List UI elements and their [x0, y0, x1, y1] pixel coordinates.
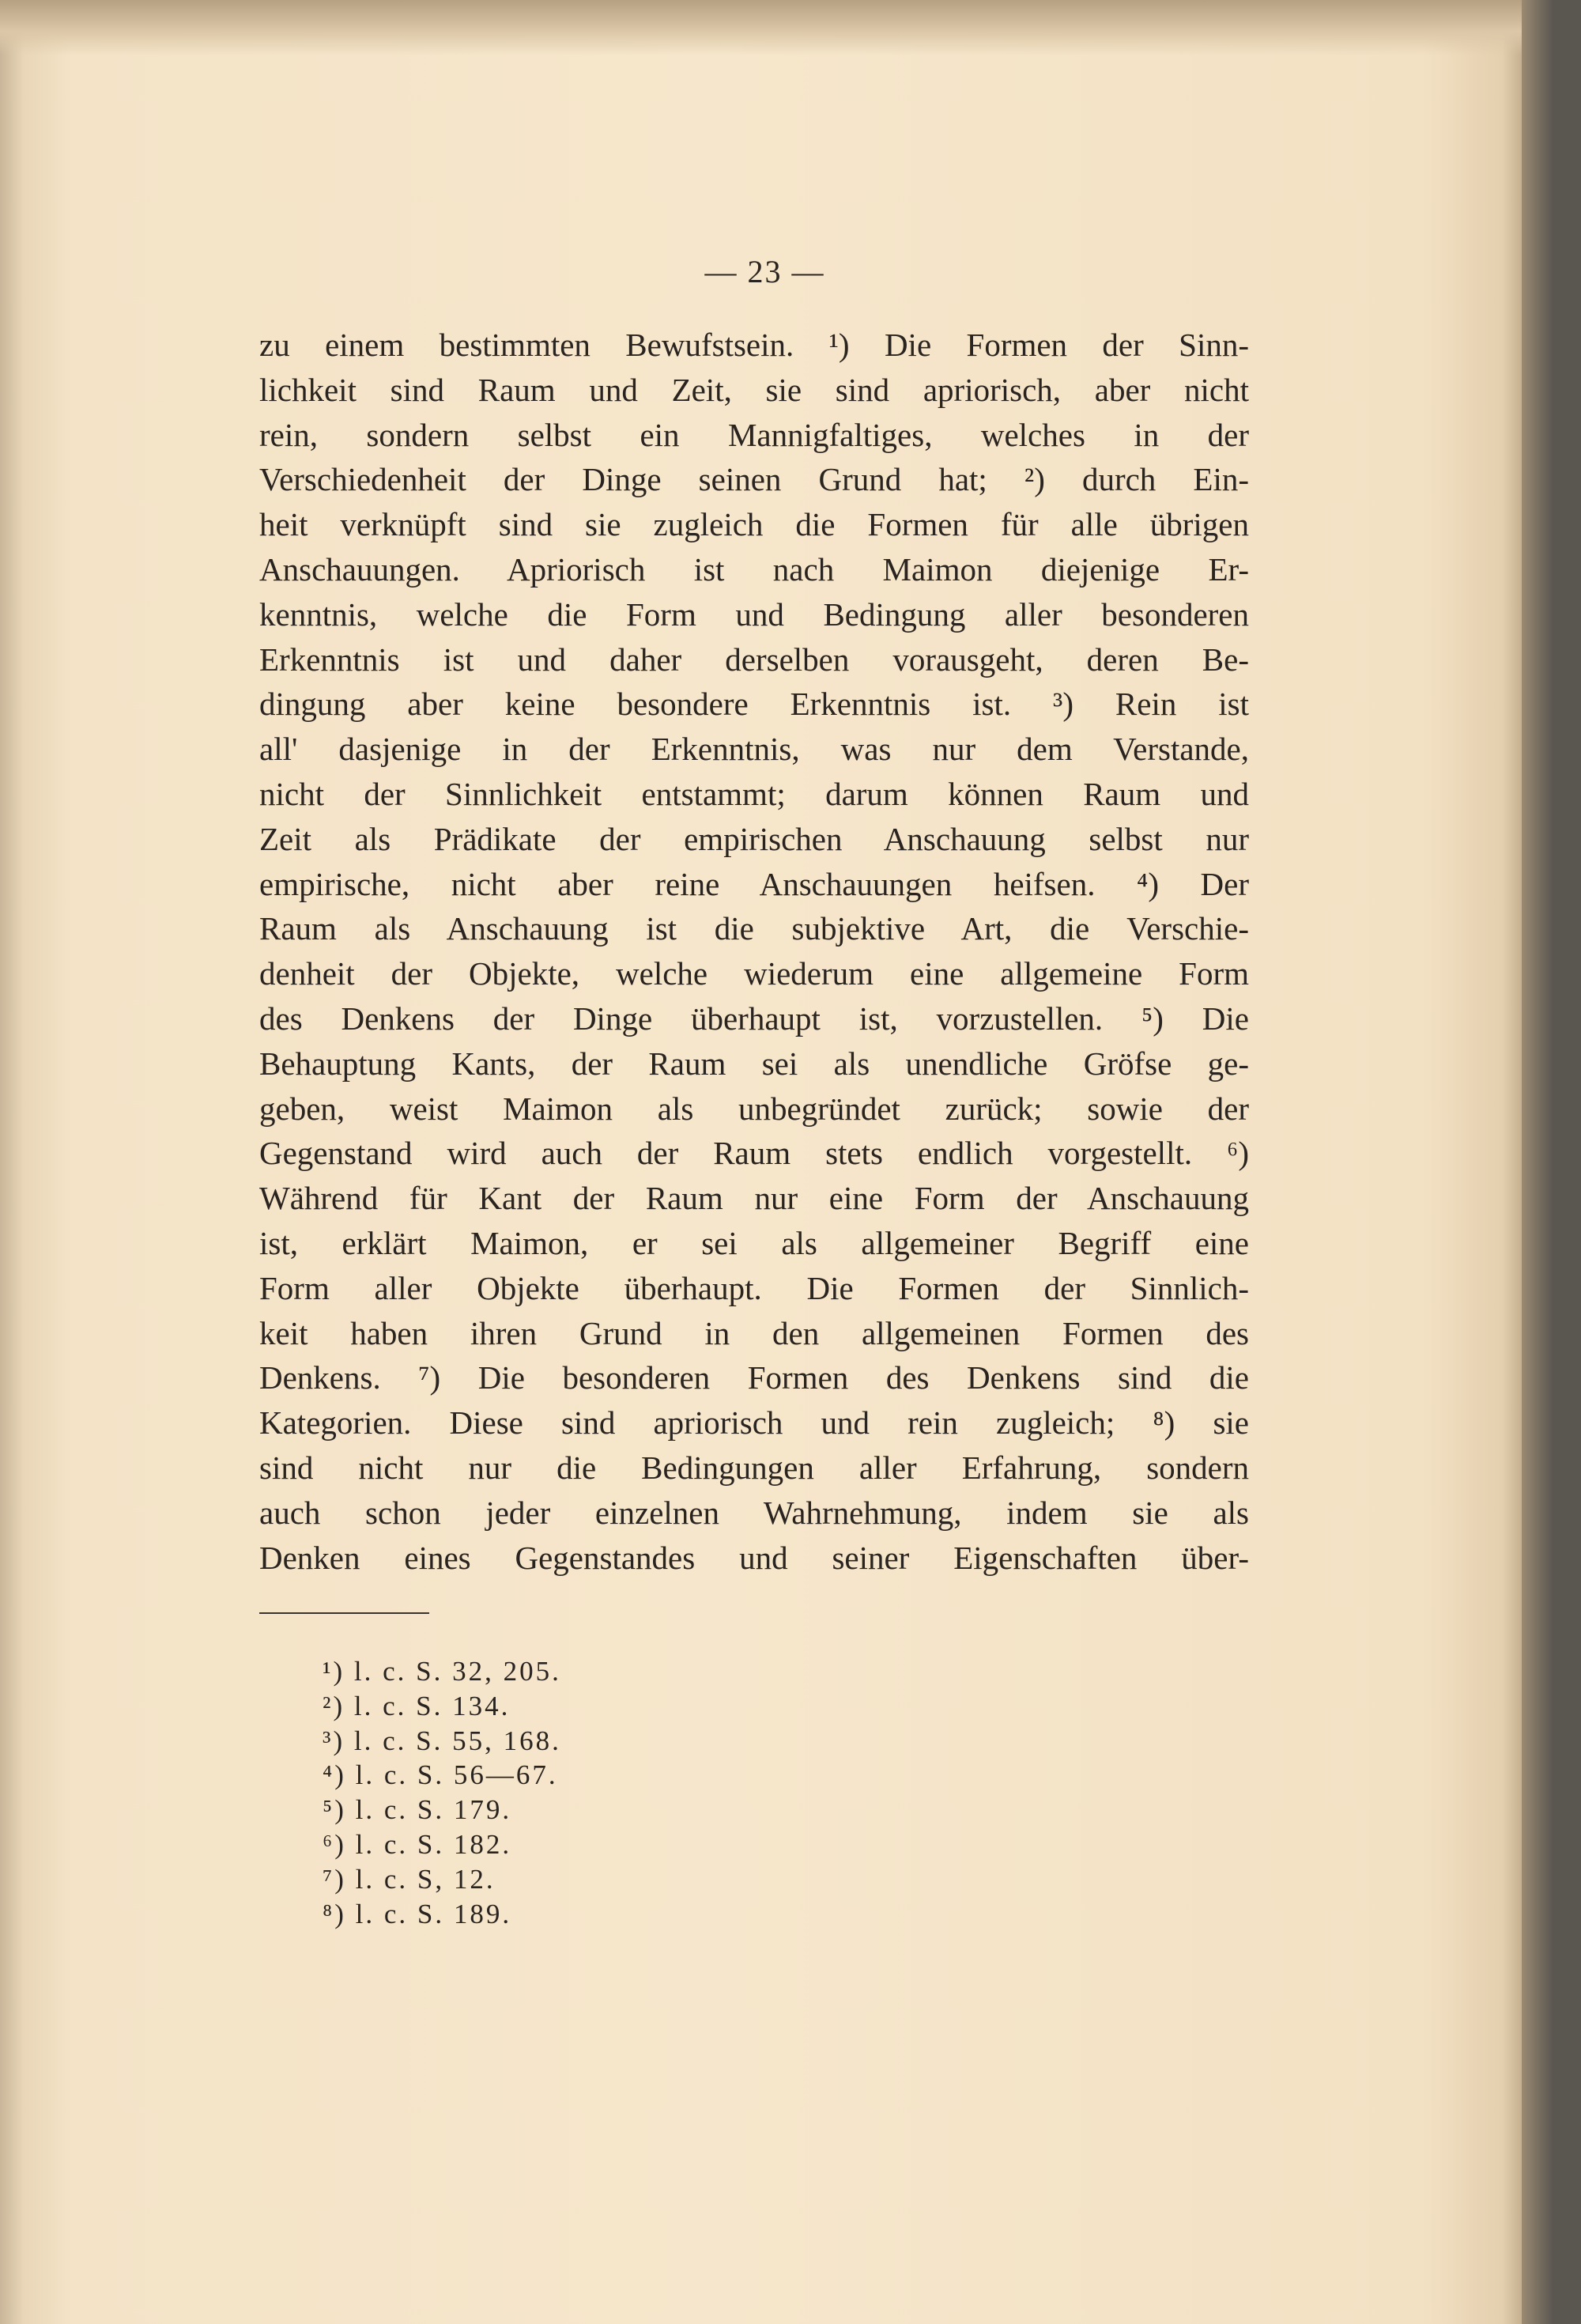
scan-background-edge	[1522, 0, 1581, 2324]
text-line: kenntnis, welche die Form und Bedingung aller besonderen	[259, 595, 1249, 633]
body-text	[259, 323, 1249, 1580]
text-line: Behauptung Kants, der Raum sei als unendliche Gröfse ge-	[259, 1045, 1249, 1082]
text-line: rein, sondern selbst ein Mannigfaltiges, welches in der	[259, 416, 1249, 453]
text-line: Zeit als Prädikate der empirischen Anschauung selbst nur	[259, 820, 1249, 857]
footnote: ⁷) l. c. S, 12.	[323, 1863, 496, 1895]
text-line: all' dasjenige in der Erkenntnis, was nur dem Verstande,	[259, 731, 1249, 768]
text-line: Kategorien. Diese sind apriorisch und rein zugleich; ⁸) sie	[259, 1404, 1249, 1442]
footnote: ⁵) l. c. S. 179.	[323, 1794, 512, 1826]
text-line: lichkeit sind Raum und Zeit, sie sind apriorisch, aber nicht	[259, 371, 1249, 408]
text-line: Raum als Anschauung ist die subjektive Art, die Verschie-	[259, 910, 1249, 947]
text-line: denheit der Objekte, welche wiederum eine allgemeine Form	[259, 955, 1249, 992]
text-line: nicht der Sinnlichkeit entstammt; darum können Raum und	[259, 775, 1249, 812]
text-line: Erkenntnis ist und daher derselben vorausgeht, deren Be-	[259, 641, 1249, 678]
footnote: ³) l. c. S. 55, 168.	[323, 1725, 561, 1756]
text-line: dingung aber keine besondere Erkenntnis ist. ³) Rein ist	[259, 686, 1249, 723]
page-number: — 23 —	[704, 254, 825, 289]
footnote: ¹) l. c. S. 32, 205.	[323, 1656, 561, 1687]
text-line: zu einem bestimmten Bewufstsein. ¹) Die Formen der Sinn-	[259, 327, 1249, 363]
text-line: keit haben ihren Grund in den allgemeinen Formen des	[259, 1314, 1249, 1351]
footnote: ⁸) l. c. S. 189.	[323, 1898, 512, 1929]
text-line: Anschauungen. Apriorisch ist nach Maimon diejenige Er-	[259, 550, 1249, 588]
page-top-edge	[0, 0, 1530, 55]
text-line: Denken eines Gegenstandes und seiner Eigenschaften über-	[259, 1539, 1249, 1576]
text-line: Denkens. ⁷) Die besonderen Formen des Denkens sind die	[259, 1359, 1249, 1396]
text-line: Verschiedenheit der Dinge seinen Grund hat; ²) durch Ein-	[259, 461, 1249, 498]
footnote: ²) l. c. S. 134.	[323, 1690, 511, 1721]
footnote: ⁶) l. c. S. 182.	[323, 1828, 512, 1860]
footnote: ⁴) l. c. S. 56—67.	[323, 1759, 558, 1791]
footnote-divider	[259, 1612, 429, 1614]
footnotes	[323, 1654, 561, 1931]
text-line: Form aller Objekte überhaupt. Die Formen der Sinnlich-	[259, 1269, 1249, 1306]
text-line: geben, weist Maimon als unbegründet zurück; sowie der	[259, 1090, 1249, 1127]
text-line: heit verknüpft sind sie zugleich die Formen für alle übrigen	[259, 506, 1249, 543]
text-line: des Denkens der Dinge überhaupt ist, vorzustellen. ⁵) Die	[259, 1000, 1249, 1037]
text-line: Während für Kant der Raum nur eine Form der Anschauung	[259, 1180, 1249, 1217]
text-line: auch schon jeder einzelnen Wahrnehmung, indem sie als	[259, 1494, 1249, 1531]
text-line: Gegenstand wird auch der Raum stets endlich vorgestellt. ⁶)	[259, 1135, 1249, 1172]
text-line: ist, erklärt Maimon, er sei als allgemeiner Begriff eine	[259, 1224, 1249, 1261]
text-line: empirische, nicht aber reine Anschauungen heifsen. ⁴) Der	[259, 865, 1249, 902]
text-line: sind nicht nur die Bedingungen aller Erfahrung, sondern	[259, 1449, 1249, 1486]
